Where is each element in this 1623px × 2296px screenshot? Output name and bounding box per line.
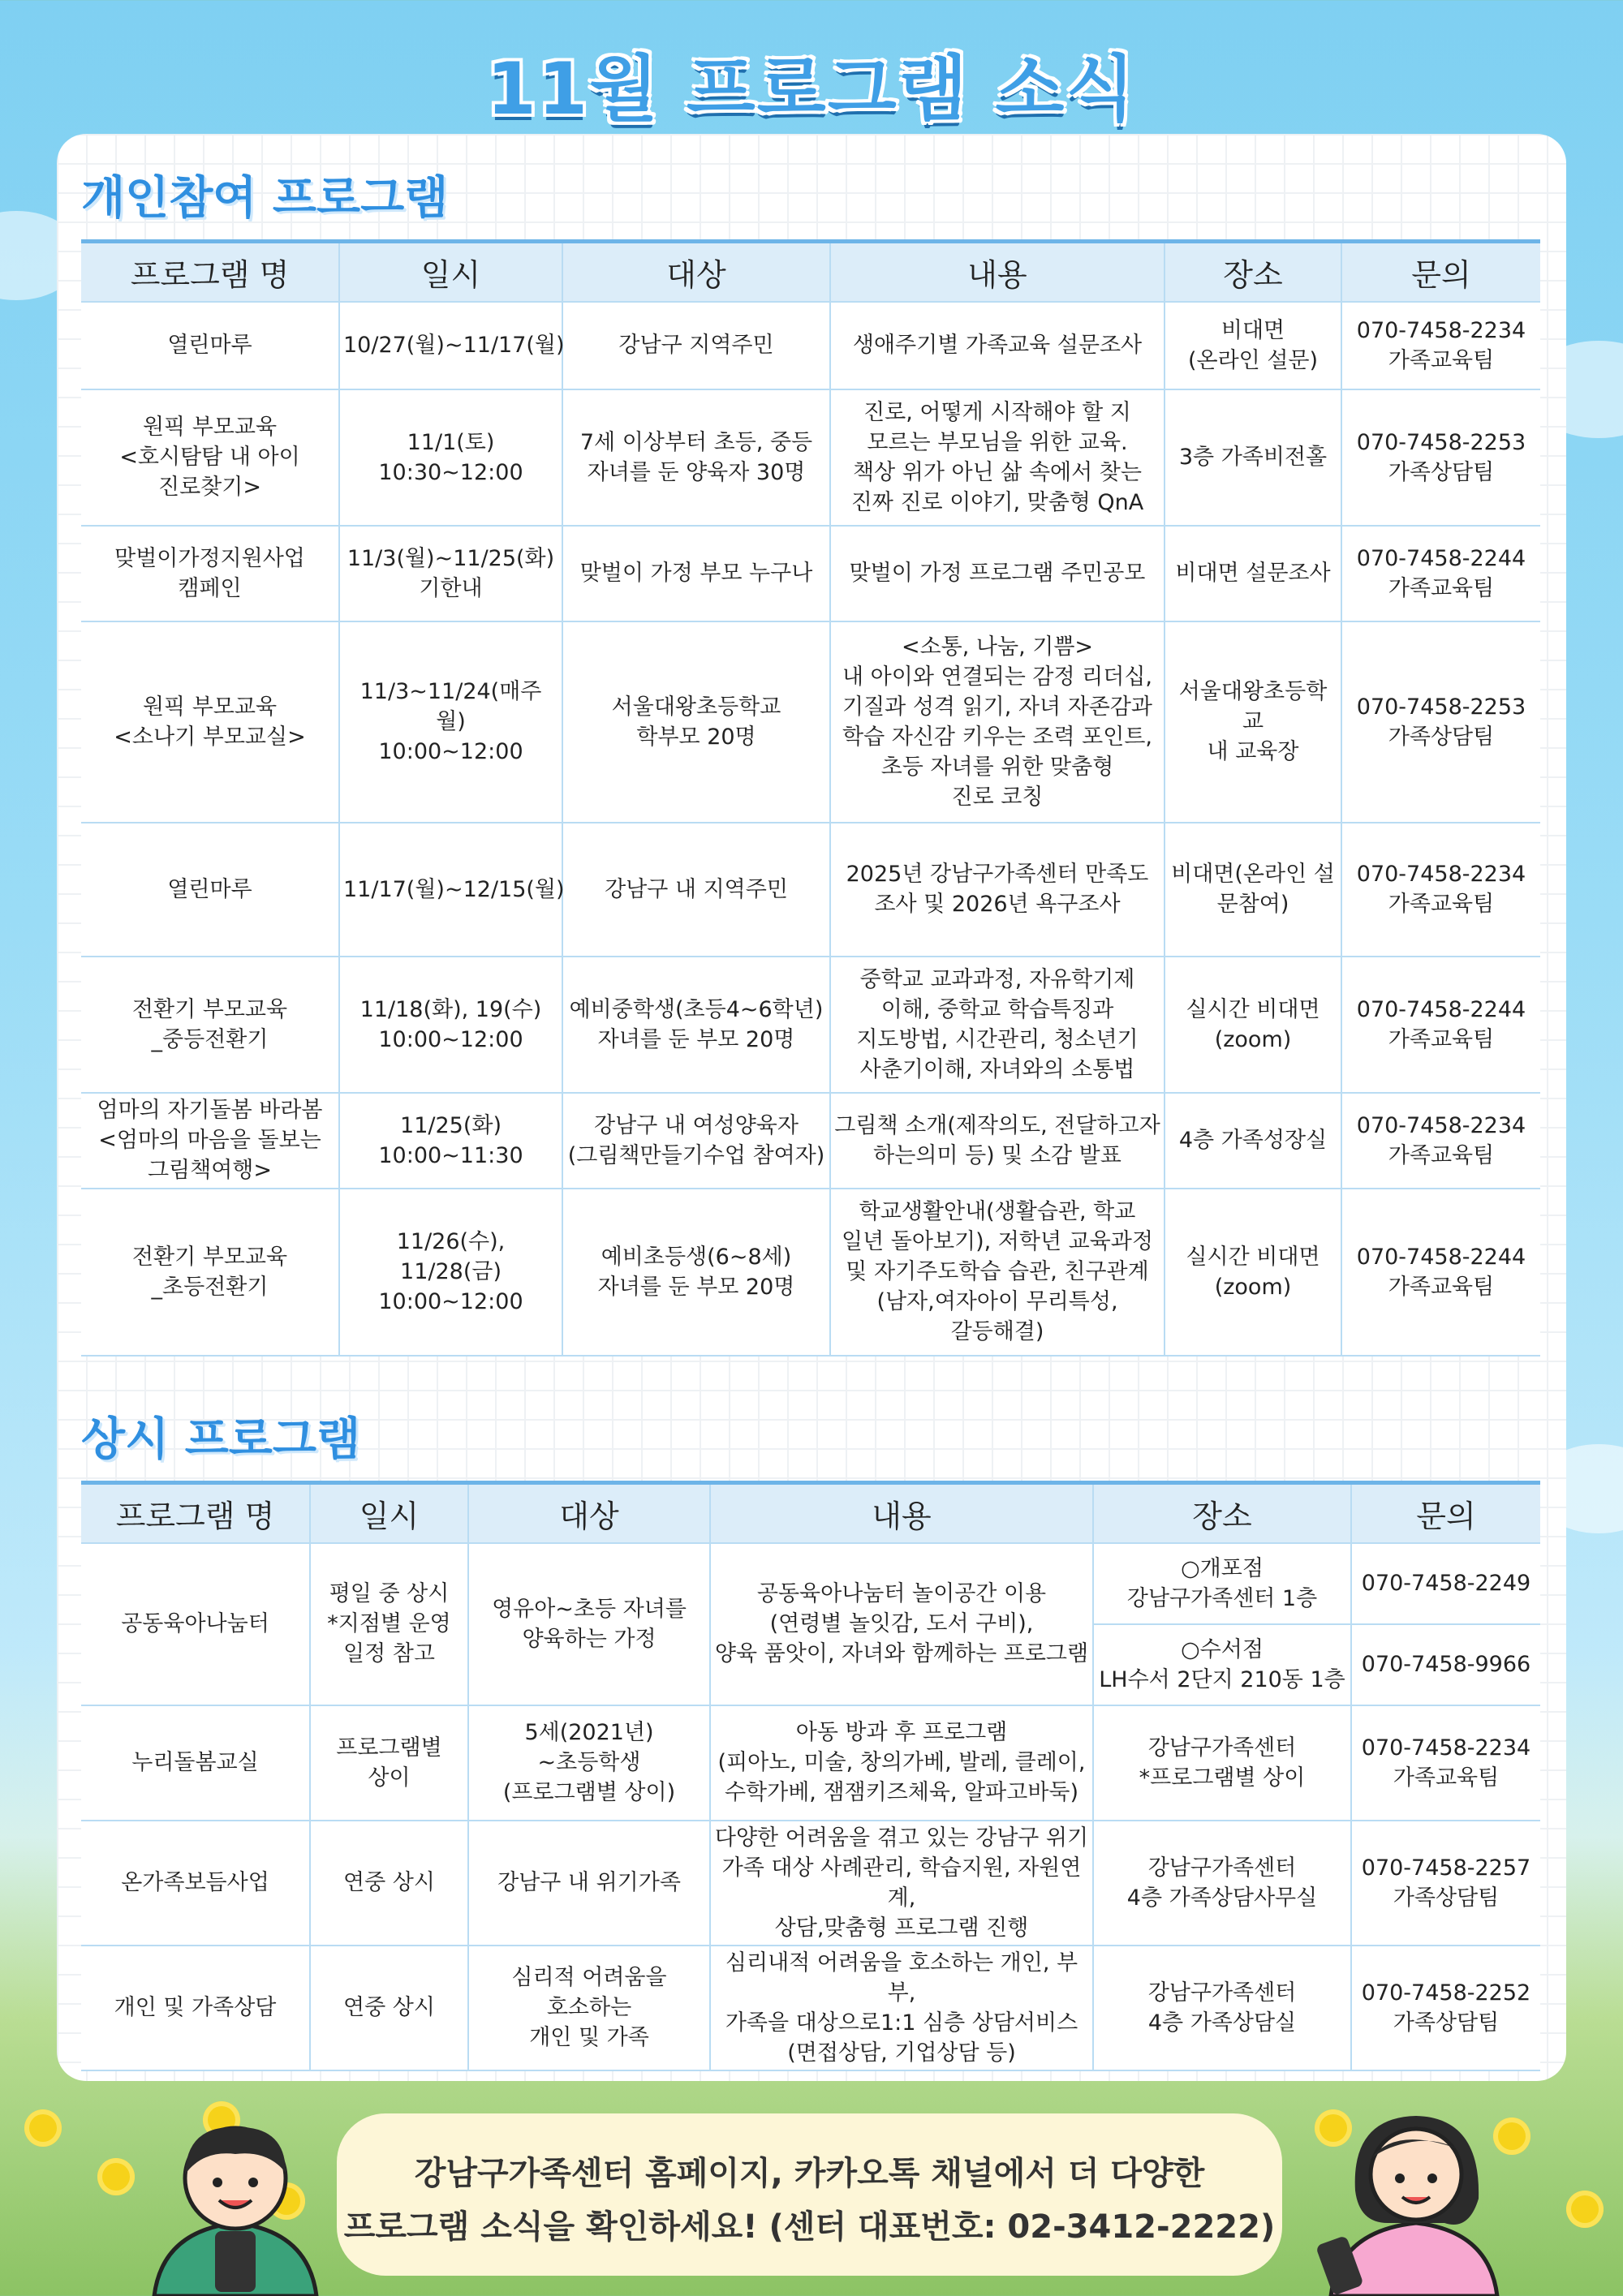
program-name-cell: 맞벌이가정지원사업 캠페인: [81, 526, 339, 621]
column-header: 내용: [710, 1483, 1093, 1543]
column-header: 일시: [310, 1483, 468, 1543]
target-cell: 7세 이상부터 초등, 중등 자녀를 둔 양육자 30명: [562, 389, 830, 526]
content-cell: 아동 방과 후 프로그램 (피아노, 미술, 창의가베, 발레, 클레이, 수학가베, 잼잼키즈체육, 알파고바둑): [710, 1705, 1093, 1821]
content-cell: 진로, 어떻게 시작해야 할 지 모르는 부모님을 위한 교육. 책상 위가 아닌 삶 속에서 찾는 진짜 진로 이야기, 맞춤형 QnA: [830, 389, 1165, 526]
target-cell: 심리적 어려움을 호소하는 개인 및 가족: [468, 1946, 710, 2070]
contact-cell: 070-7458-2234 가족교육팀: [1341, 302, 1540, 389]
individual-program-table: [81, 239, 1540, 1357]
date-cell: 평일 중 상시 *지점별 운영 일정 참고: [310, 1543, 468, 1705]
footer-line-1: 강남구가족센터 홈페이지, 카카오톡 채널에서 더 다양한: [414, 2155, 1205, 2192]
table-row: [81, 1189, 1540, 1356]
date-cell: 11/25(화) 10:00~11:30: [339, 1093, 562, 1189]
place-cell: 강남구가족센터 4층 가족상담실: [1093, 1946, 1351, 2070]
date-cell: 11/3~11/24(매주 월) 10:00~12:00: [339, 621, 562, 823]
column-header: 프로그램 명: [81, 242, 339, 302]
program-name-cell: 전환기 부모교육 _초등전환기: [81, 1189, 339, 1356]
contact-cell: 070-7458-2234 가족교육팀: [1341, 1093, 1540, 1189]
contact-cell: 070-7458-2234 가족교육팀: [1351, 1705, 1540, 1821]
place-cell: 4층 가족성장실: [1165, 1093, 1341, 1189]
program-name-cell: 전환기 부모교육 _중등전환기: [81, 957, 339, 1093]
place-cell: 서울대왕초등학교 내 교육장: [1165, 621, 1341, 823]
target-cell: 강남구 지역주민: [562, 302, 830, 389]
content-cell: 다양한 어려움을 겪고 있는 강남구 위기 가족 대상 사례관리, 학습지원, 자원연계, 상담,맞춤형 프로그램 진행: [710, 1821, 1093, 1946]
target-cell: 예비중학생(초등4~6학년) 자녀를 둔 부모 20명: [562, 957, 830, 1093]
footer-notice: [337, 2113, 1282, 2276]
place-cell: 강남구가족센터 4층 가족상담사무실: [1093, 1821, 1351, 1946]
target-cell: 예비초등생(6~8세) 자녀를 둔 부모 20명: [562, 1189, 830, 1356]
program-name-cell: 열린마루: [81, 302, 339, 389]
content-cell: <소통, 나눔, 기쁨> 내 아이와 연결되는 감정 리더십, 기질과 성격 읽기, 자녀 자존감과 학습 자신감 키우는 조력 포인트, 초등 자녀를 위한 맞춤형 진로 코칭: [830, 621, 1165, 823]
section-title-regular: 상시 프로그램: [81, 1413, 361, 1466]
contact-cell: 070-7458-9966: [1351, 1624, 1540, 1705]
girl-with-phone-illustration: [1307, 2101, 1518, 2296]
place-cell: 실시간 비대면 (zoom): [1165, 1189, 1341, 1356]
date-cell: 11/3(월)~11/25(화) 기한내: [339, 526, 562, 621]
program-card: [57, 134, 1566, 2081]
contact-cell: 070-7458-2249: [1351, 1543, 1540, 1624]
target-cell: 강남구 내 지역주민: [562, 823, 830, 957]
program-name-cell: 공동육아나눔터: [81, 1543, 310, 1705]
page-title: 11월 프로그램 소식: [486, 47, 1137, 131]
regular-program-table: [81, 1481, 1540, 2071]
table-row: [81, 621, 1540, 823]
content-cell: 그림책 소개(제작의도, 전달하고자 하는의미 등) 및 소감 발표: [830, 1093, 1165, 1189]
place-cell: 3층 가족비전홀: [1165, 389, 1341, 526]
contact-cell: 070-7458-2257 가족상담팀: [1351, 1821, 1540, 1946]
section-title-individual: 개인참여 프로그램: [81, 172, 449, 225]
boy-with-phone-illustration: [138, 2109, 333, 2296]
target-cell: 서울대왕초등학교 학부모 20명: [562, 621, 830, 823]
place-cell: 비대면 (온라인 설문): [1165, 302, 1341, 389]
flower-decoration: [1566, 2191, 1604, 2228]
contact-cell: 070-7458-2234 가족교육팀: [1341, 823, 1540, 957]
column-header: 대상: [468, 1483, 710, 1543]
program-name-cell: 온가족보듬사업: [81, 1821, 310, 1946]
date-cell: 11/17(월)~12/15(월): [339, 823, 562, 957]
date-cell: 연중 상시: [310, 1946, 468, 2070]
column-header: 문의: [1351, 1483, 1540, 1543]
content-cell: 학교생활안내(생활습관, 학교 일년 돌아보기), 저학년 교육과정 및 자기주도학습 습관, 친구관계 (남자,여자아이 무리특성, 갈등해결): [830, 1189, 1165, 1356]
table-row: [81, 957, 1540, 1093]
date-cell: 프로그램별 상이: [310, 1705, 468, 1821]
target-cell: 맞벌이 가정 부모 누구나: [562, 526, 830, 621]
flower-decoration: [97, 2158, 135, 2195]
table-row: [81, 1821, 1540, 1946]
place-cell: ○개포점 강남구가족센터 1층: [1093, 1543, 1351, 1624]
contact-cell: 070-7458-2253 가족상담팀: [1341, 621, 1540, 823]
content-cell: 중학교 교과과정, 자유학기제 이해, 중학교 학습특징과 지도방법, 시간관리, 청소년기 사춘기이해, 자녀와의 소통법: [830, 957, 1165, 1093]
contact-cell: 070-7458-2244 가족교육팀: [1341, 1189, 1540, 1356]
content-cell: 공동육아나눔터 놀이공간 이용 (연령별 놀잇감, 도서 구비), 양육 품앗이, 자녀와 함께하는 프로그램: [710, 1543, 1093, 1705]
column-header: 프로그램 명: [81, 1483, 310, 1543]
footer-line-2: 프로그램 소식을 확인하세요! (센터 대표번호: 02-3412-2222): [343, 2208, 1276, 2246]
program-name-cell: 열린마루: [81, 823, 339, 957]
program-name-cell: 누리돌봄교실: [81, 1705, 310, 1821]
column-header: 일시: [339, 242, 562, 302]
column-header: 내용: [830, 242, 1165, 302]
column-header: 대상: [562, 242, 830, 302]
table-row: [81, 1705, 1540, 1821]
place-cell: 실시간 비대면 (zoom): [1165, 957, 1341, 1093]
program-name-cell: 개인 및 가족상담: [81, 1946, 310, 2070]
table-row: [81, 526, 1540, 621]
contact-cell: 070-7458-2252 가족상담팀: [1351, 1946, 1540, 2070]
flower-decoration: [24, 2109, 62, 2147]
date-cell: 11/1(토) 10:30~12:00: [339, 389, 562, 526]
date-cell: 연중 상시: [310, 1821, 468, 1946]
content-cell: 2025년 강남구가족센터 만족도 조사 및 2026년 욕구조사: [830, 823, 1165, 957]
content-cell: 심리내적 어려움을 호소하는 개인, 부부, 가족을 대상으로1:1 심층 상담서비스 (면접상담, 기업상담 등): [710, 1946, 1093, 2070]
place-cell: 비대면(온라인 설 문참여): [1165, 823, 1341, 957]
place-cell: 강남구가족센터 *프로그램별 상이: [1093, 1705, 1351, 1821]
contact-cell: 070-7458-2244 가족교육팀: [1341, 526, 1540, 621]
date-cell: 11/18(화), 19(수) 10:00~12:00: [339, 957, 562, 1093]
program-name-cell: 엄마의 자기돌봄 바라봄 <엄마의 마음을 돌보는 그림책여행>: [81, 1093, 339, 1189]
place-cell: ○수서점 LH수서 2단지 210동 1층: [1093, 1624, 1351, 1705]
table-row: [81, 1093, 1540, 1189]
target-cell: 영유아~초등 자녀를 양육하는 가정: [468, 1543, 710, 1705]
content-cell: 생애주기별 가족교육 설문조사: [830, 302, 1165, 389]
target-cell: 강남구 내 위기가족: [468, 1821, 710, 1946]
table-row: [81, 1946, 1540, 2070]
place-cell: 비대면 설문조사: [1165, 526, 1341, 621]
program-name-cell: 원픽 부모교육 <호시탐탐 내 아이 진로찾기>: [81, 389, 339, 526]
table-row: [81, 389, 1540, 526]
target-cell: 강남구 내 여성양육자 (그림책만들기수업 참여자): [562, 1093, 830, 1189]
column-header: 장소: [1093, 1483, 1351, 1543]
contact-cell: 070-7458-2253 가족상담팀: [1341, 389, 1540, 526]
target-cell: 5세(2021년) ~초등학생 (프로그램별 상이): [468, 1705, 710, 1821]
contact-cell: 070-7458-2244 가족교육팀: [1341, 957, 1540, 1093]
table-row: [81, 1543, 1540, 1624]
program-name-cell: 원픽 부모교육 <소나기 부모교실>: [81, 621, 339, 823]
date-cell: 11/26(수), 11/28(금) 10:00~12:00: [339, 1189, 562, 1356]
table-row: [81, 302, 1540, 389]
column-header: 문의: [1341, 242, 1540, 302]
date-cell: 10/27(월)~11/17(월): [339, 302, 562, 389]
table-row: [81, 823, 1540, 957]
column-header: 장소: [1165, 242, 1341, 302]
content-cell: 맞벌이 가정 프로그램 주민공모: [830, 526, 1165, 621]
